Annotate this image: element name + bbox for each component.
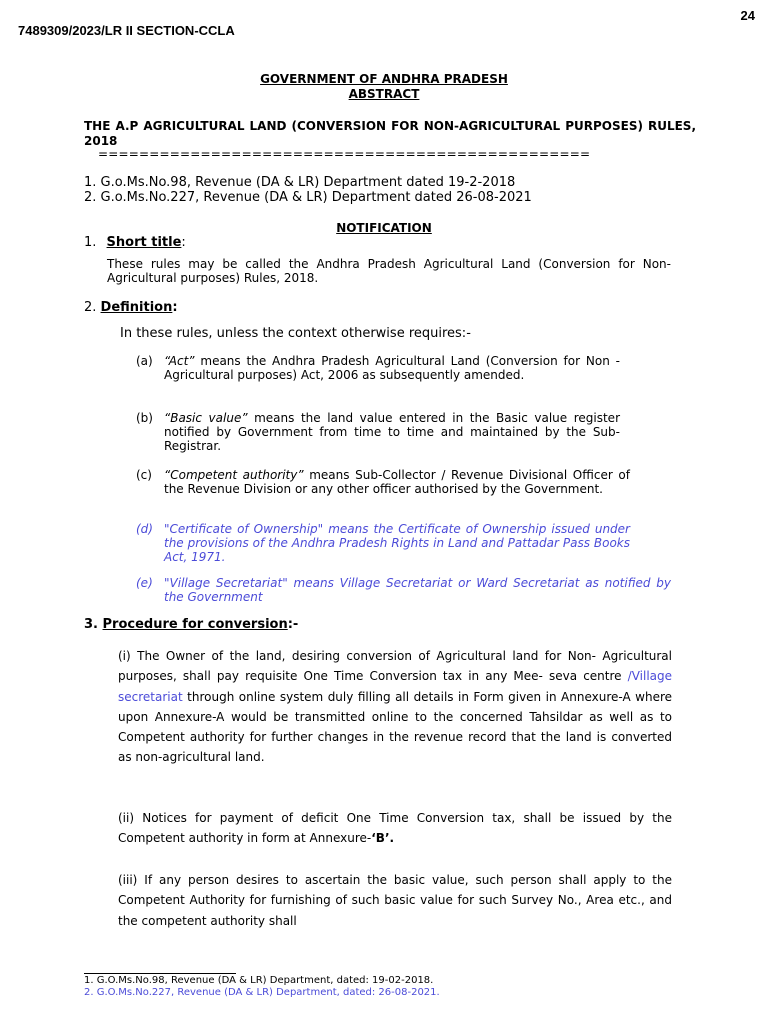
section-3-colon: :- <box>287 617 299 632</box>
footnote-1: 1. G.O.Ms.No.98, Revenue (DA & LR) Department, dated: 19-02-2018. <box>84 975 434 986</box>
section-2-number: 2. <box>84 300 97 315</box>
page-number: 24 <box>740 8 755 23</box>
procedure-p1-text-a: (i) The Owner of the land, desiring conversion of Agricultural land for Non- Agricultural purposes, shall pay requisite One Time Conversion tax in any Mee- seva centre <box>118 649 672 684</box>
definition-e-text: "Village Secretariat" means Village Secretariat or Ward Secretariat as notified by the Government <box>164 576 671 604</box>
section-1-text: These rules may be called the Andhra Pradesh Agricultural Land (Conversion for Non-Agricultural purposes) Rules, 2018. <box>107 257 671 285</box>
definition-a-term: “Act” <box>164 354 195 368</box>
section-2-intro: In these rules, unless the context otherwise requires:- <box>120 326 471 341</box>
separator-line: ================================================ <box>98 147 591 161</box>
procedure-paragraph-1 <box>118 646 672 768</box>
section-2-heading <box>84 300 178 316</box>
section-3-heading <box>84 617 298 633</box>
reference-1: 1. G.o.Ms.No.98, Revenue (DA & LR) Department dated 19-2-2018 <box>84 175 516 190</box>
rules-title: THE A.P AGRICULTURAL LAND (CONVERSION FOR NON-AGRICULTURAL PURPOSES) RULES, 2018 <box>84 119 696 148</box>
definition-c-text <box>164 468 630 496</box>
section-3-number: 3. <box>84 617 98 632</box>
definition-a-body: means the Andhra Pradesh Agricultural Land (Conversion for Non -Agricultural purposes) Act, 2006 as subsequently amended. <box>164 354 620 382</box>
section-1-colon: : <box>181 235 186 250</box>
section-1-number: 1. <box>84 235 97 250</box>
definition-b-body: means the land value entered in the Basic value register notified by Government from time to time and maintained by the Sub- Registrar. <box>164 411 621 453</box>
definition-a-text <box>164 354 620 382</box>
definition-e <box>136 576 671 604</box>
definition-c-label: (c) <box>136 468 152 482</box>
procedure-paragraph-2 <box>118 808 672 849</box>
definition-b-label: (b) <box>136 411 153 425</box>
procedure-paragraph-3: (iii) If any person desires to ascertain the basic value, such person shall apply to the Competent Authority for furnishing of such basic value for such Survey No., Area etc., and the competent authority shall <box>118 873 672 928</box>
section-2-colon: : <box>172 300 178 315</box>
footnote-2: 2. G.O.Ms.No.227, Revenue (DA & LR) Department, dated: 26-08-2021. <box>84 987 440 998</box>
heading-government: GOVERNMENT OF ANDHRA PRADESH <box>260 72 508 86</box>
document-id: 7489309/2023/LR II SECTION-CCLA <box>18 23 235 38</box>
notification-heading: NOTIFICATION <box>336 221 432 235</box>
definition-d-label: (d) <box>136 522 153 536</box>
definition-b-text <box>164 411 620 453</box>
section-3-title: Procedure for conversion <box>102 617 288 632</box>
procedure-p1-amendment: /Village secretariat <box>118 669 672 704</box>
section-1-heading <box>84 235 186 251</box>
reference-2: 2. G.o.Ms.No.227, Revenue (DA & LR) Department dated 26-08-2021 <box>84 190 532 205</box>
procedure-p1-text-b: through online system duly filling all details in Form given in Annexure-A where upon Annexure-A would be transmitted online to the concerned Tahsildar as well as to Competent authority for further changes in the revenue record that the land is converted as non-agricultural land. <box>118 689 672 765</box>
definition-e-label: (e) <box>136 576 153 590</box>
definition-a-label: (a) <box>136 354 153 368</box>
definition-b <box>136 411 620 453</box>
section-2-title: Definition <box>100 300 173 315</box>
procedure-p2-text: (ii) Notices for payment of deficit One Time Conversion tax, shall be issued by the Competent authority in form at Annexure- <box>118 811 672 846</box>
heading-abstract: ABSTRACT <box>348 87 420 101</box>
footnote-divider <box>84 973 236 974</box>
definition-d <box>136 522 630 564</box>
definition-c <box>136 468 630 496</box>
definition-b-term: “Basic value” <box>164 411 248 425</box>
definition-c-body: means Sub-Collector / Revenue Divisional Officer of the Revenue Division or any other officer authorised by the Government. <box>164 468 630 496</box>
procedure-p2-annexure: ‘B’. <box>371 831 395 846</box>
definition-c-term: “Competent authority” <box>164 468 304 482</box>
definition-a <box>136 354 620 382</box>
section-1-title: Short title <box>106 235 182 250</box>
definition-d-text: "Certificate of Ownership" means the Certificate of Ownership issued under the provisions of the Andhra Pradesh Rights in Land and Pattadar Pass Books Act, 1971. <box>164 522 630 564</box>
